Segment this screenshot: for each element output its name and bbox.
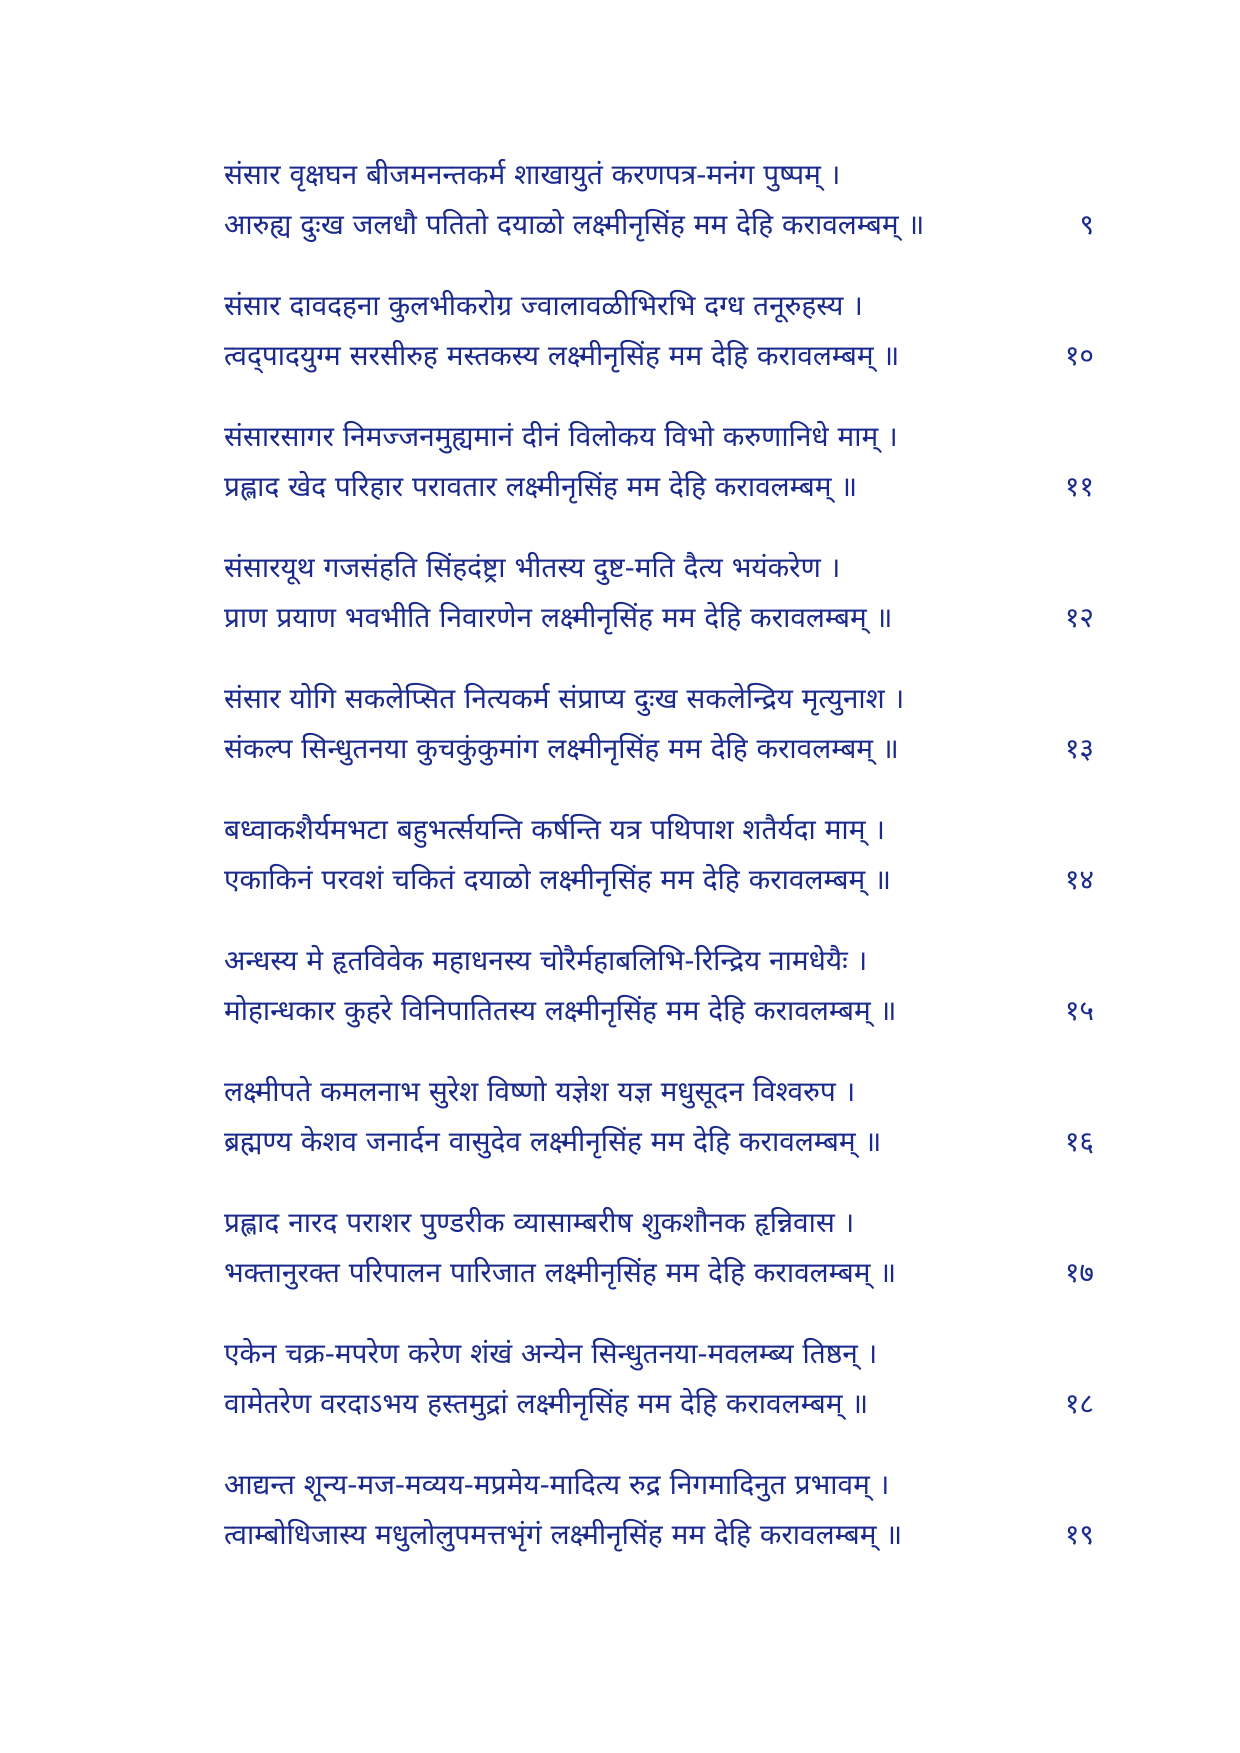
verse-line-1: एकेन चक्र-मपरेण करेण शंखं अन्येन सिन्धुतनया-मवलम्ब्य तिष्ठन् । [224, 1337, 878, 1370]
verse-number: ११ [1064, 470, 1094, 503]
verse-number: १३ [1064, 732, 1094, 765]
verse-9 [224, 150, 1094, 281]
verse-17 [224, 1198, 1094, 1329]
verse-12 [224, 543, 1094, 674]
verse-line-2: भक्तानुरक्त परिपालन पारिजात लक्ष्मीनृसिंह मम देहि करावलम्बम् ॥ [224, 1256, 897, 1289]
verse-number: ९ [1079, 208, 1094, 241]
verse-line-2: मोहान्धकार कुहरे विनिपातितस्य लक्ष्मीनृसिंह मम देहि करावलम्बम् ॥ [224, 994, 897, 1027]
verse-line-2: आरुह्य दुःख जलधौ पतितो दयाळो लक्ष्मीनृसिंह मम देहि करावलम्बम् ॥ [224, 208, 925, 241]
verse-line-1: लक्ष्मीपते कमलनाभ सुरेश विष्णो यज्ञेश यज्ञ मधुसूदन विश्वरुप । [224, 1075, 856, 1108]
verse-15 [224, 936, 1094, 1067]
verse-line-1: संसार दावदहना कुलभीकरोग्र ज्वालावळीभिरभि दग्ध तनूरुहस्य । [224, 289, 863, 322]
verse-line-1: संसारसागर निमज्जनमुह्यमानं दीनं विलोकय विभो करुणानिधे माम् । [224, 420, 898, 453]
verse-number: १९ [1064, 1518, 1094, 1551]
verse-number: १२ [1064, 601, 1094, 634]
verse-number: १० [1064, 339, 1094, 372]
verse-number: १५ [1064, 994, 1094, 1027]
verse-number: १८ [1064, 1387, 1094, 1420]
verse-line-1: बध्वाकशैर्यमभटा बहुभर्त्सयन्ति कर्षन्ति यत्र पथिपाश शतैर्यदा माम् । [224, 813, 885, 846]
verse-number: १६ [1064, 1125, 1094, 1158]
verse-line-2: वामेतरेण वरदाऽभय हस्तमुद्रां लक्ष्मीनृसिंह मम देहि करावलम्बम् ॥ [224, 1387, 869, 1420]
verse-line-2: संकल्प सिन्धुतनया कुचकुंकुमांग लक्ष्मीनृसिंह मम देहि करावलम्बम् ॥ [224, 732, 899, 765]
verse-line-2: ब्रह्मण्य केशव जनार्दन वासुदेव लक्ष्मीनृसिंह मम देहि करावलम्बम् ॥ [224, 1125, 882, 1158]
verse-number: १४ [1064, 863, 1094, 896]
verse-line-2: त्वाम्बोधिजास्य मधुलोलुपमत्तभृंगं लक्ष्मीनृसिंह मम देहि करावलम्बम् ॥ [224, 1518, 903, 1551]
verse-line-1: आद्यन्त शून्य-मज-मव्यय-मप्रमेय-मादित्य रुद्र निगमादिनुत प्रभावम् । [224, 1468, 890, 1501]
verse-14 [224, 805, 1094, 936]
verse-line-1: अन्धस्य मे हृतविवेक महाधनस्य चोरैर्महाबलिभि-रिन्द्रिय नामधेयैः । [224, 944, 868, 977]
verse-line-1: संसारयूथ गजसंहति सिंहदंष्ट्रा भीतस्य दुष्ट-मति दैत्य भयंकरेण । [224, 551, 841, 584]
verse-19 [224, 1460, 1094, 1591]
verse-line-1: संसार वृक्षघन बीजमनन्तकर्म शाखायुतं करणपत्र-मनंग पुष्पम् । [224, 158, 841, 191]
verse-10 [224, 281, 1094, 412]
verse-18 [224, 1329, 1094, 1460]
verse-list [224, 150, 1094, 1591]
verse-13 [224, 674, 1094, 805]
verse-line-2: प्राण प्रयाण भवभीति निवारणेन लक्ष्मीनृसिंह मम देहि करावलम्बम् ॥ [224, 601, 893, 634]
verse-line-2: एकाकिनं परवशं चकितं दयाळो लक्ष्मीनृसिंह मम देहि करावलम्बम् ॥ [224, 863, 891, 896]
verse-line-2: प्रह्लाद खेद परिहार परावतार लक्ष्मीनृसिंह मम देहि करावलम्बम् ॥ [224, 470, 858, 503]
verse-line-2: त्वद्पादयुग्म सरसीरुह मस्तकस्य लक्ष्मीनृसिंह मम देहि करावलम्बम् ॥ [224, 339, 900, 372]
verse-number: १७ [1064, 1256, 1094, 1289]
verse-16 [224, 1067, 1094, 1198]
verse-11 [224, 412, 1094, 543]
verse-line-1: संसार योगि सकलेप्सित नित्यकर्म संप्राप्य दुःख सकलेन्द्रिय मृत्युनाश । [224, 682, 905, 715]
verse-line-1: प्रह्लाद नारद पराशर पुण्डरीक व्यासाम्बरीष शुकशौनक हृन्निवास । [224, 1206, 855, 1239]
